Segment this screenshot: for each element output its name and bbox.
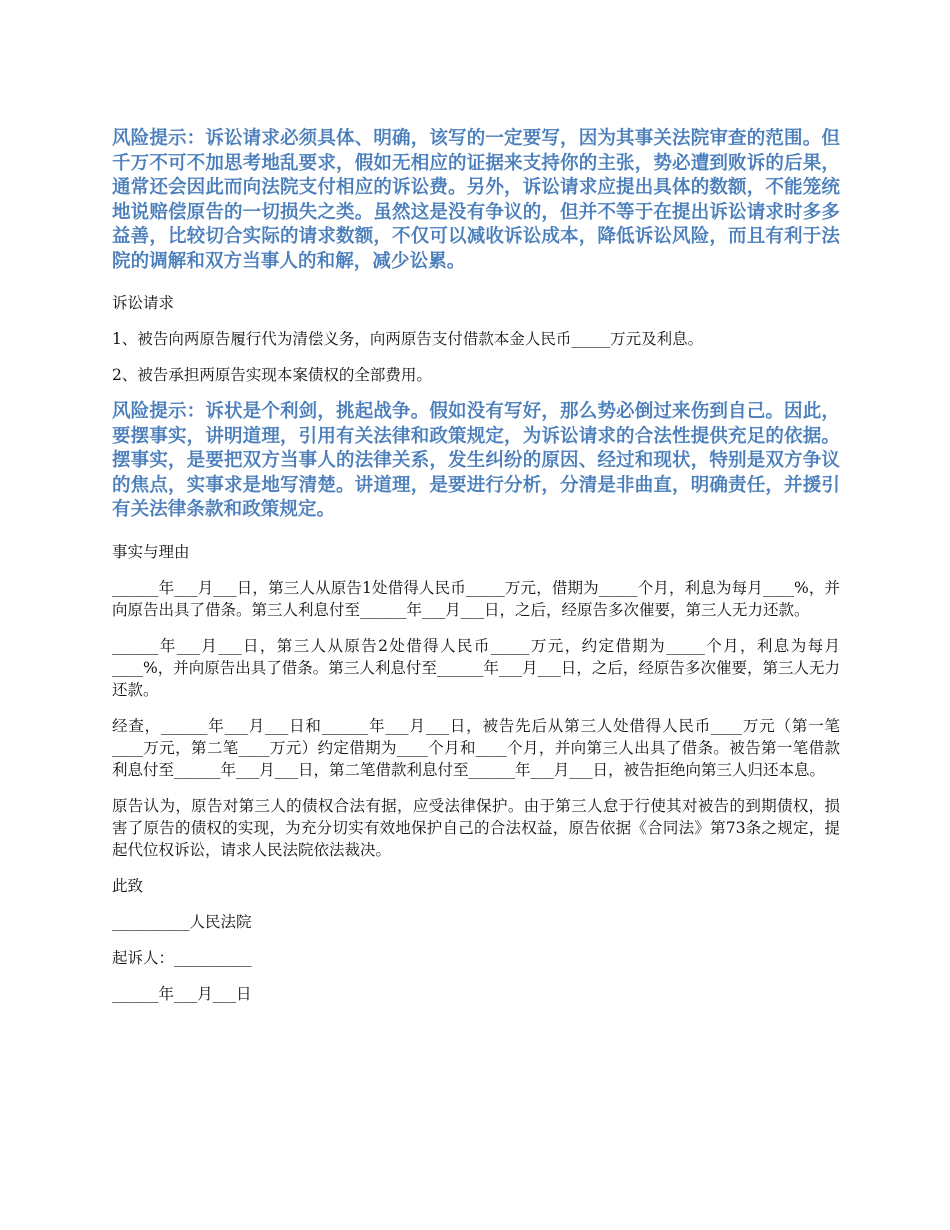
risk-tip-paragraph: 风险提示：诉讼请求必须具体、明确，该写的一定要写，因为其事关法院审查的范围。但千万不可不加思考地乱要求，假如无相应的证据来支持你的主张，势必遭到败诉的后果，通常还会因此而向法院支付相应的诉讼费。另外，诉讼请求应提出具体的数额，不能笼统地说赔偿原告的一切损失之类。虽然这是没有争议的，但并不等于在提出诉讼请求时多多益善，比较切合实际的请求数额，不仅可以减收诉讼成本，降低诉讼风险，而且有利于法院的调解和双方当事人的和解，减少讼累。 — [112, 128, 840, 272]
fact-paragraph-4: 原告认为，原告对第三人的债权合法有据，应受法律保护。由于第三人怠于行使其对被告的到期债权，损害了原告的债权的实现，为充分切实有效地保护自己的合法权益，原告依据《合同法》第73条之规定，提起代位权诉讼，请求人民法院依法裁决。 — [112, 796, 840, 859]
claim-item-2: 2、被告承担两原告实现本案债权的全部费用。 — [112, 366, 432, 384]
fact-paragraph-2: ______年___月___日，第三人从原告2处借得人民币_____万元，约定借期为_____个月，利息为每月____%，并向原告出具了借条。第三人利息付至______年___月___日，之后，经原告多次催要，第三人无力还款。 — [112, 636, 840, 699]
fact-paragraph-1: ______年___月___日，第三人从原告1处借得人民币_____万元，借期为_____个月，利息为每月____%，并向原告出具了借条。第三人利息付至______年___月___日，之后，经原告多次催要，第三人无力还款。 — [112, 578, 840, 619]
date-line: ______年___月___日 — [112, 984, 252, 1003]
salutation: 此致 — [112, 876, 144, 895]
plaintiff-signature-line: 起诉人：__________ — [112, 948, 252, 967]
claims-heading: 诉讼请求 — [112, 294, 175, 312]
facts-heading: 事实与理由 — [112, 542, 190, 561]
court-line: __________人民法院 — [112, 912, 252, 931]
document-page — [112, 127, 840, 1019]
risk-tip-paragraph: 风险提示：诉状是个利剑，挑起战争。假如没有写好，那么势必倒过来伤到自己。因此，要摆事实，讲明道理，引用有关法律和政策规定，为诉讼请求的合法性提供充足的依据。摆事实，是要把双方当事人的法律关系，发生纠纷的原因、经过和现状，特别是双方争议的焦点，实事求是地写清楚。讲道理，是要进行分析，分清是非曲直，明确责任，并援引有关法律条款和政策规定。 — [112, 401, 840, 520]
claim-item-1: 1、被告向两原告履行代为清偿义务，向两原告支付借款本金人民币_____万元及利息。 — [112, 330, 704, 348]
fact-paragraph-3: 经查，______年___月___日和______年___月___日，被告先后从第三人处借得人民币____万元（第一笔____万元，第二笔____万元）约定借期为____个月和____个月，并向第三人出具了借条。被告第一笔借款利息付至______年___月___日，第二笔借款利息付至______年___月___日，被告拒绝向第三人归还本息。 — [112, 716, 840, 779]
